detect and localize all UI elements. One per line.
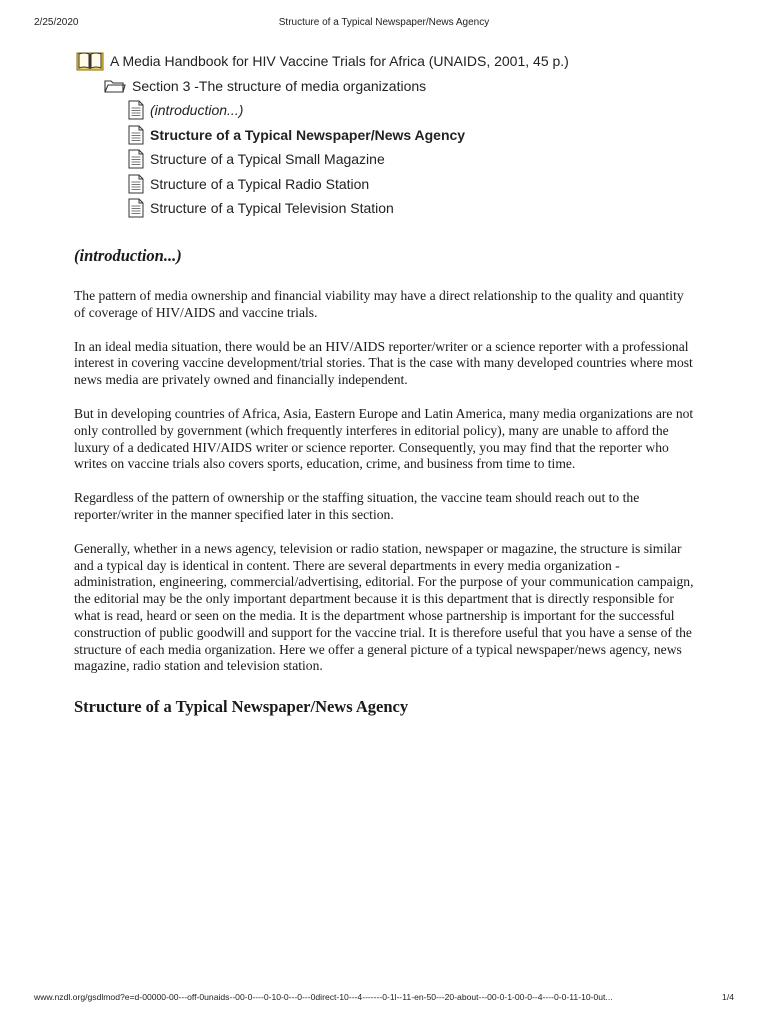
page-icon (128, 174, 144, 194)
nav-page-label: Structure of a Typical Newspaper/News Agency (150, 126, 466, 143)
nav-section-label: Section 3 -The structure of media organizations (132, 77, 427, 94)
nav-page-introduction[interactable] (128, 98, 569, 123)
print-date: 2/25/2020 (34, 17, 79, 28)
paragraph: The pattern of media ownership and financial viability may have a direct relationship to the quality and quantity of coverage of HIV/AIDS and vaccine trials. (74, 288, 684, 320)
print-footer (34, 992, 734, 1006)
article-content (74, 246, 694, 739)
nav-page-television[interactable] (128, 196, 569, 221)
nav-book-link[interactable] (76, 49, 569, 74)
book-icon (76, 51, 104, 71)
introduction-heading: (introduction...) (74, 246, 182, 265)
paragraph: But in developing countries of Africa, Asia, Eastern Europe and Latin America, many media organizations are not only controlled by government (which frequently interferes in editorial policy), many are unable to afford the luxury of a dedicated HIV/AIDS writer or science reporter. Consequently, you may find that the reporter who writes on vaccine trials also covers sports, education, crime, and business from time to time. (74, 405, 694, 472)
page-icon (128, 100, 144, 120)
page-icon (128, 198, 144, 218)
print-header (34, 17, 734, 31)
nav-page-label: Structure of a Typical Radio Station (150, 175, 370, 192)
page-icon (128, 125, 144, 145)
section-heading: Structure of a Typical Newspaper/News Agency (74, 697, 409, 717)
nav-page-radio[interactable] (128, 172, 569, 197)
nav-book-label: A Media Handbook for HIV Vaccine Trials for Africa (UNAIDS, 2001, 45 p.) (110, 53, 569, 70)
page-number: 1/4 (722, 992, 734, 1002)
nav-page-label: Structure of a Typical Television Station (150, 200, 394, 217)
nav-page-magazine[interactable] (128, 147, 569, 172)
paragraph: In an ideal media situation, there would be an HIV/AIDS reporter/writer or a science reporter with a professional interest in covering vaccine development/trial stories. That is the case with many developed countries where most news media are privately owned and financially independent. (74, 338, 693, 388)
print-url: www.nzdl.org/gsdlmod?e=d-00000-00---off-0unaids--00-0----0-10-0---0---0direct-10---4-------0-1l--11-en-50---20-about---00-0-1-00-0--4----0-0-11-10-0ut... (34, 992, 613, 1002)
nav-page-label: (introduction...) (150, 102, 244, 119)
folder-icon (104, 79, 126, 93)
paragraph: Regardless of the pattern of ownership or the staffing situation, the vaccine team should reach out to the reporter/writer in the manner specified later in this section. (74, 490, 640, 522)
nav-page-label: Structure of a Typical Small Magazine (150, 151, 385, 168)
nav-page-newspaper[interactable] (128, 123, 569, 148)
breadcrumb-navigation (76, 49, 569, 221)
nav-section-link[interactable] (104, 74, 569, 99)
page-icon (128, 149, 144, 169)
print-title: Structure of a Typical Newspaper/News Agency (278, 17, 490, 28)
paragraph: Generally, whether in a news agency, television or radio station, newspaper or magazine, the structure is similar and a typical day is identical in content. There are several departments in every media organization - administration, engineering, commercial/advertising, editorial. For the purpose of your communication campaign, the editorial may be the only important department because it is this department that is directly responsible for what is read, heard or seen on the media. It is the department whose partnership is important for the successful construction of public goodwill and support for the vaccine trial. It is therefore useful that you have a sense of the structure of each media organization. Here we offer a general picture of a typical newspaper/news agency, news magazine, radio station and television station. (74, 540, 694, 674)
